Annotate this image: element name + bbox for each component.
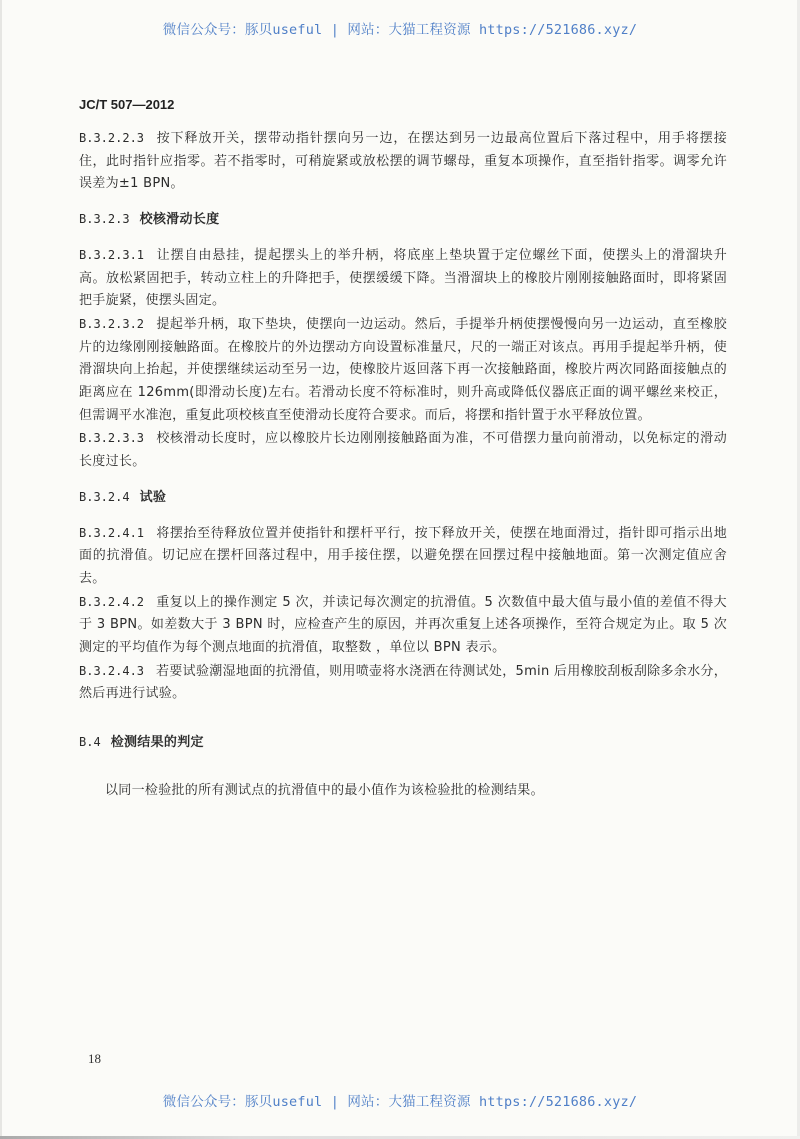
section-heading-b4 (79, 731, 727, 755)
section-title: 校核滑动长度 (139, 212, 220, 228)
clause-b32231 (79, 244, 727, 313)
clause-number: B.3.2.2.3 (79, 131, 145, 145)
clause-number: B.3.2.3.1 (79, 247, 145, 262)
section-title: 检测结果的判定 (110, 735, 204, 751)
clause-b32223 (79, 127, 727, 196)
clause-text: 提起举升柄，取下垫块，使摆向一边运动。然后，手提举升柄使摆慢慢向另一边运动，直至橡胶片的边缘刚刚接触路面。在橡胶片的外边摆动方向设置标准量尺，尺的一端正对该点。再用手提起举升柄，使滑溜块向上抬起，并使摆继续运动至另一边，使橡胶片返回落下再一次接触路面，橡胶片两次同路面接触点的距离应在 126mm(即滑动长度)左右。若滑动长度不符标准时，则升高或降低仪器底正面的调平螺丝来校正，但需调平水准泡，重复此项校核直至使滑动长度符合要求。而后，将摆和指针置于水平释放位置。 (79, 316, 727, 423)
clause-b32243 (79, 660, 727, 706)
section-number: B.3.2.4 (79, 489, 130, 504)
watermark-top: 微信公众号：豚贝useful | 网站：大猫工程资源 https://521686.xyz/ (162, 22, 638, 38)
watermark-bottom: 微信公众号：豚贝useful | 网站：大猫工程资源 https://521686.xyz/ (162, 1094, 638, 1110)
clause-text: 将摆抬至待释放位置并使指针和摆杆平行，按下释放开关，使摆在地面滑过，指针即可指示出地面的抗滑值。切记应在摆杆回落过程中，用手接住摆，以避免摆在回摆过程中接触地面。第一次测定值应舍去。 (79, 525, 727, 586)
page-number: 18 (88, 1051, 101, 1066)
clause-number: B.3.2.4.2 (79, 594, 145, 609)
clause-number: B.3.2.4.3 (79, 663, 145, 678)
clause-b32242 (79, 591, 727, 660)
section-heading-b3223 (79, 208, 727, 232)
section-title: 试验 (139, 489, 167, 505)
section-number: B.4 (79, 735, 101, 750)
clause-text: 若要试验潮湿地面的抗滑值，则用喷壶将水浇洒在待测试处，5min 后用橡胶刮板刮除多余水分，然后再进行试验。 (79, 663, 727, 702)
clause-text: 让摆自由悬挂，提起摆头上的举升柄，将底座上垫块置于定位螺丝下面，使摆头上的滑溜块升高。放松紧固把手，转动立柱上的升降把手，使摆缓缓下降。当滑溜块上的橡胶片刚刚接触路面时，即将紧固把手旋紧，使摆头固定。 (79, 247, 727, 309)
clause-text: 校核滑动长度时，应以橡胶片长边刚刚接触路面为准，不可借摆力量向前滑动，以免标定的滑动长度过长。 (79, 431, 727, 470)
clause-number: B.3.2.4.1 (79, 525, 145, 540)
section-number: B.3.2.3 (79, 212, 130, 227)
clause-b32241 (79, 522, 727, 591)
document-code: JC/T 507—2012 (79, 97, 175, 112)
clause-text: 按下释放开关，摆带动指针摆向另一边，在摆达到另一边最高位置后下落过程中，用手将摆接住，此时指针应指零。若不指零时，可稍旋紧或放松摆的调节螺母，重复本项操作，直至指针指零。调零允许误差为±1 BPN。 (79, 131, 727, 192)
clause-number: B.3.2.3.2 (79, 316, 145, 331)
document-body (79, 127, 727, 803)
clause-b32233 (79, 427, 727, 473)
section-heading-b3224 (79, 486, 727, 510)
page-edge (0, 0, 2, 1139)
clause-text: 重复以上的操作测定 5 次，并读记每次测定的抗滑值。5 次数值中最大值与最小值的差值不得大于 3 BPN。如差数大于 3 BPN 时，应检查产生的原因，并再次重复上述各项操作，至符合规定为止。取 5 次测定的平均值作为每个测点地面的抗滑值，取整数 ，单位以 BPN 表示。 (79, 594, 727, 656)
clause-b4-text: 以同一检验批的所有测试点的抗滑值中的最小值作为该检验批的检测结果。 (105, 782, 544, 798)
clause-number: B.3.2.3.3 (79, 431, 145, 446)
clause-b32232 (79, 313, 727, 428)
